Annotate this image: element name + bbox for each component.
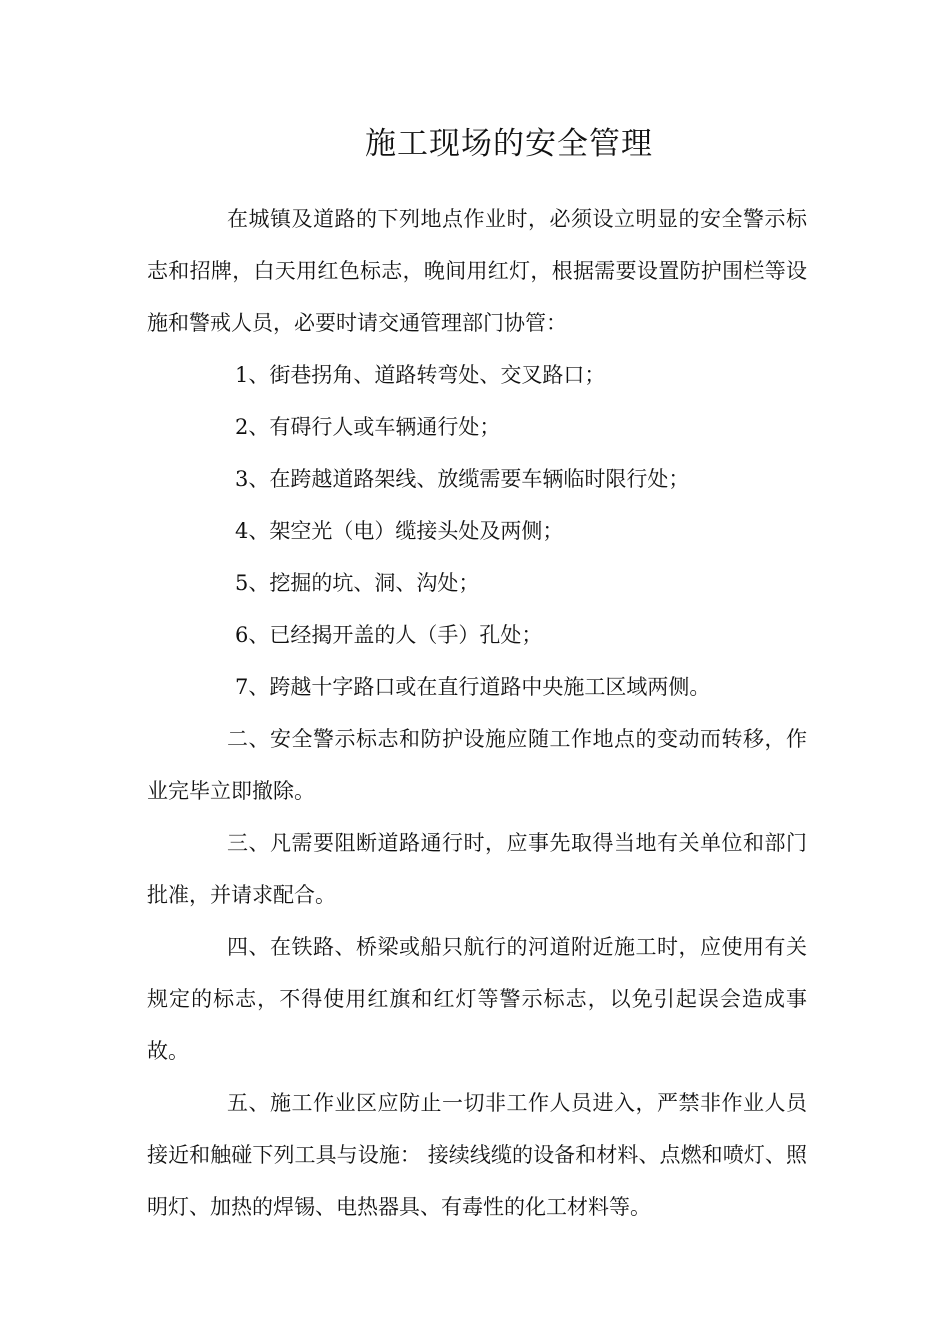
list-item-7: 7、跨越十字路口或在直行道路中央施工区域两侧。: [235, 675, 711, 699]
list-item-5: 5、挖掘的坑、洞、沟处；: [235, 571, 480, 595]
list-item-6: 6、已经揭开盖的人（手）孔处；: [235, 623, 543, 647]
document-title: 施工现场的安全管理: [365, 126, 653, 162]
document-body: [147, 193, 807, 1233]
list-item-2: 2、有碍行人或车辆通行处；: [235, 415, 501, 439]
section-2-paragraph: 二、安全警示标志和防护设施应随工作地点的变动而转移，作业完毕立即撤除。: [147, 727, 807, 803]
section-5-paragraph: 五、施工作业区应防止一切非工作人员进入，严禁非作业人员接近和触碰下列工具与设施： 接续线缆的设备和材料、点燃和喷灯、照明灯、加热的焊锡、电热器具、有毒性的化工材料等。: [147, 1091, 807, 1219]
list-item-1: 1、街巷拐角、道路转弯处、交叉路口；: [235, 363, 606, 387]
section-4-paragraph: 四、在铁路、桥梁或船只航行的河道附近施工时，应使用有关规定的标志，不得使用红旗和红灯等警示标志，以免引起误会造成事故。: [147, 935, 807, 1063]
section-3-paragraph: 三、凡需要阻断道路通行时，应事先取得当地有关单位和部门批准，并请求配合。: [147, 831, 807, 907]
list-item-3: 3、在跨越道路架线、放缆需要车辆临时限行处；: [235, 467, 690, 491]
intro-paragraph: 在城镇及道路的下列地点作业时，必须设立明显的安全警示标志和招牌，白天用红色标志，晚间用红灯，根据需要设置防护围栏等设施和警戒人员，必要时请交通管理部门协管：: [147, 207, 807, 335]
list-item-4: 4、架空光（电）缆接头处及两侧；: [235, 519, 564, 543]
